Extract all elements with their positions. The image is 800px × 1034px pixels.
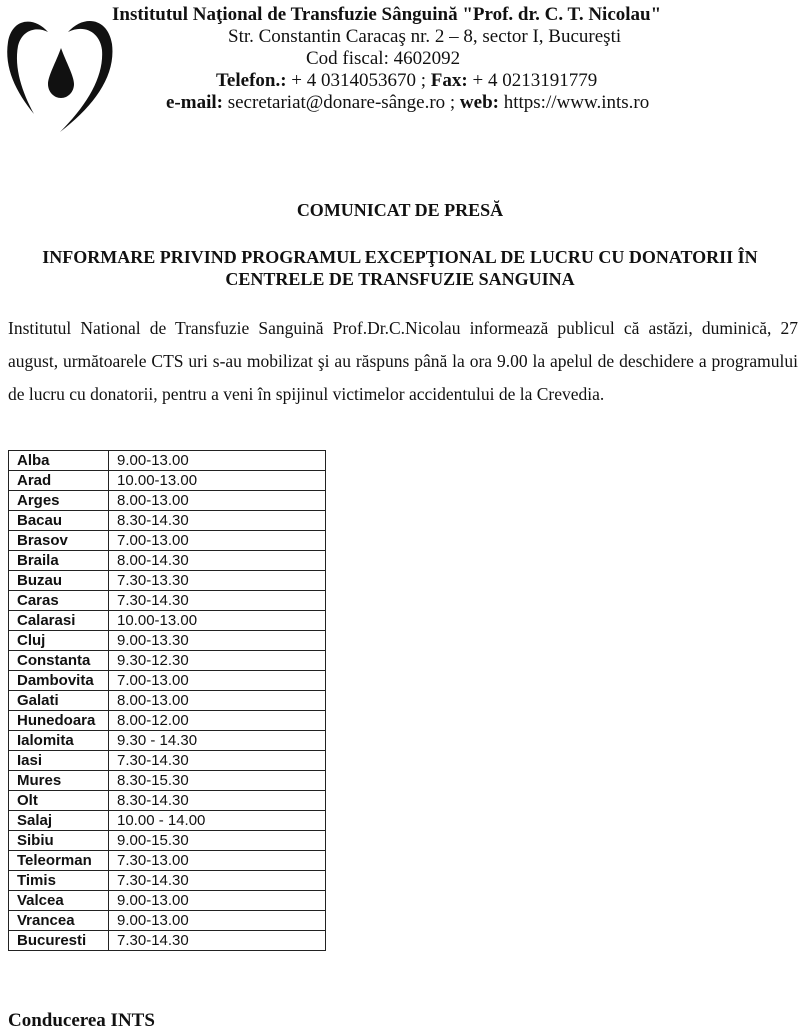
- table-row: [9, 731, 326, 751]
- table-row: [9, 711, 326, 731]
- county-cell: Salaj: [9, 811, 109, 831]
- email-value: secretariat@donare-sânge.ro ;: [222, 92, 460, 113]
- phone-label: Telefon.:: [216, 70, 287, 91]
- hours-cell: 10.00-13.00: [109, 611, 326, 631]
- county-cell: Dambovita: [9, 671, 109, 691]
- hours-cell: 7.30-13.30: [109, 571, 326, 591]
- table-row: [9, 891, 326, 911]
- hours-cell: 9.00-13.00: [109, 891, 326, 911]
- contact-email-web: [166, 92, 710, 114]
- hours-cell: 8.30-14.30: [109, 511, 326, 531]
- body-paragraph: Institutul National de Transfuzie Sanguină Prof.Dr.C.Nicolau informează publicul că astăzi, duminică, 27 august, următoarele CTS uri s-au mobilizat şi au răspuns până la ora 9.00 la apelul de deschidere a programului de lucru cu donatorii, pentru a veni în spijinul victimelor accidentului de la Crevedia.: [8, 318, 798, 404]
- hours-cell: 10.00-13.00: [109, 471, 326, 491]
- fax-label: Fax:: [430, 70, 468, 91]
- county-cell: Ialomita: [9, 731, 109, 751]
- county-cell: Valcea: [9, 891, 109, 911]
- contact-phone-fax: [216, 70, 710, 92]
- hours-cell: 10.00 - 14.00: [109, 811, 326, 831]
- table-row: [9, 871, 326, 891]
- hours-cell: 9.00-13.30: [109, 631, 326, 651]
- county-cell: Bucuresti: [9, 931, 109, 951]
- document-type-title: COMUNICAT DE PRESĂ: [296, 200, 504, 220]
- table-row: [9, 851, 326, 871]
- table-row: [9, 471, 326, 491]
- county-cell: Timis: [9, 871, 109, 891]
- table-row: [9, 911, 326, 931]
- hours-cell: 8.00-13.00: [109, 691, 326, 711]
- hours-cell: 9.30-12.30: [109, 651, 326, 671]
- county-cell: Bacau: [9, 511, 109, 531]
- hours-cell: 8.30-15.30: [109, 771, 326, 791]
- table-row: [9, 631, 326, 651]
- county-cell: Sibiu: [9, 831, 109, 851]
- county-cell: Caras: [9, 591, 109, 611]
- hours-cell: 8.30-14.30: [109, 791, 326, 811]
- county-cell: Braila: [9, 551, 109, 571]
- table-row: [9, 931, 326, 951]
- table-row: [9, 811, 326, 831]
- county-cell: Calarasi: [9, 611, 109, 631]
- table-row: [9, 691, 326, 711]
- county-cell: Teleorman: [9, 851, 109, 871]
- table-row: [9, 751, 326, 771]
- county-cell: Vrancea: [9, 911, 109, 931]
- county-cell: Arad: [9, 471, 109, 491]
- fiscal-code: Cod fiscal: 4602092: [306, 48, 461, 69]
- table-row: [9, 671, 326, 691]
- table-row: [9, 511, 326, 531]
- table-row: [9, 571, 326, 591]
- hours-cell: 7.00-13.00: [109, 531, 326, 551]
- hours-cell: 7.30-14.30: [109, 931, 326, 951]
- web-label: web:: [459, 92, 499, 113]
- table-row: [9, 651, 326, 671]
- letterhead: [110, 4, 710, 114]
- fax-value: + 4 0213191779: [467, 70, 598, 91]
- headline-line-2: CENTRELE DE TRANSFUZIE SANGUINA: [225, 269, 575, 289]
- email-label: e-mail:: [166, 92, 223, 113]
- hours-cell: 7.30-14.30: [109, 871, 326, 891]
- institution-name: Institutul Naţional de Transfuzie Sânguină "Prof. dr. C. T. Nicolau": [112, 4, 662, 25]
- web-value: https://www.ints.ro: [498, 92, 650, 113]
- hours-cell: 9.00-15.30: [109, 831, 326, 851]
- table-row: [9, 611, 326, 631]
- table-row: [9, 491, 326, 511]
- county-cell: Galati: [9, 691, 109, 711]
- heart-blood-drop-logo-icon: [4, 6, 116, 132]
- table-row: [9, 591, 326, 611]
- phone-value: + 4 0314053670 ;: [286, 70, 431, 91]
- table-row: [9, 791, 326, 811]
- hours-cell: 7.30-13.00: [109, 851, 326, 871]
- table-row: [9, 451, 326, 471]
- county-cell: Olt: [9, 791, 109, 811]
- county-cell: Hunedoara: [9, 711, 109, 731]
- county-cell: Constanta: [9, 651, 109, 671]
- table-row: [9, 771, 326, 791]
- county-cell: Arges: [9, 491, 109, 511]
- county-cell: Brasov: [9, 531, 109, 551]
- headline: [0, 246, 800, 290]
- county-cell: Iasi: [9, 751, 109, 771]
- hours-cell: 9.00-13.00: [109, 451, 326, 471]
- table-row: [9, 831, 326, 851]
- schedule-table: [8, 450, 326, 951]
- hours-cell: 7.00-13.00: [109, 671, 326, 691]
- signature: Conducerea INTS: [8, 1010, 155, 1031]
- hours-cell: 9.00-13.00: [109, 911, 326, 931]
- county-cell: Mures: [9, 771, 109, 791]
- county-cell: Buzau: [9, 571, 109, 591]
- hours-cell: 7.30-14.30: [109, 751, 326, 771]
- hours-cell: 8.00-14.30: [109, 551, 326, 571]
- hours-cell: 7.30-14.30: [109, 591, 326, 611]
- table-row: [9, 551, 326, 571]
- headline-line-1: INFORMARE PRIVIND PROGRAMUL EXCEPŢIONAL DE LUCRU CU DONATORII ÎN: [42, 247, 758, 267]
- hours-cell: 8.00-13.00: [109, 491, 326, 511]
- table-row: [9, 531, 326, 551]
- county-cell: Cluj: [9, 631, 109, 651]
- hours-cell: 9.30 - 14.30: [109, 731, 326, 751]
- hours-cell: 8.00-12.00: [109, 711, 326, 731]
- county-cell: Alba: [9, 451, 109, 471]
- institution-address: Str. Constantin Caracaş nr. 2 – 8, sector I, Bucureşti: [228, 26, 622, 47]
